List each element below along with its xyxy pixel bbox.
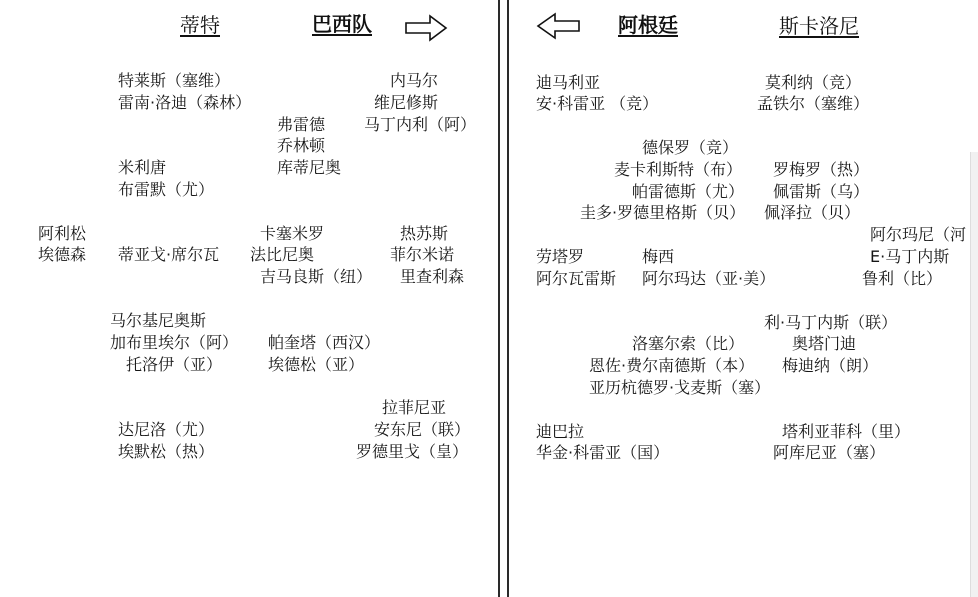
- player-name: 恩佐·费尔南德斯（本）: [589, 356, 755, 375]
- player-name: 维尼修斯: [374, 93, 439, 112]
- player-name: 内马尔: [390, 71, 439, 90]
- player-name: 里查利森: [400, 267, 465, 286]
- player-name: 埃德松（亚）: [268, 355, 365, 374]
- player-name: 菲尔米诺: [390, 245, 455, 264]
- player-name: 阿尔瓦雷斯: [536, 269, 617, 288]
- player-name: 罗德里戈（皇）: [356, 442, 469, 461]
- player-name: 阿库尼亚（塞）: [773, 443, 886, 462]
- center-divider-line-2: [507, 0, 509, 597]
- player-name: 弗雷德: [277, 115, 326, 134]
- brazil-team-name: 巴西队: [312, 12, 372, 36]
- player-name: 阿尔玛尼（河: [870, 225, 967, 244]
- arrow-left-icon: [535, 12, 581, 40]
- player-name: 劳塔罗: [536, 247, 585, 266]
- page-edge-strip: [970, 152, 978, 597]
- player-name: 蒂亚戈·席尔瓦: [118, 245, 220, 264]
- player-name: 圭多·罗德里格斯（贝）: [580, 203, 746, 222]
- player-name: 加布里埃尔（阿）: [110, 333, 239, 352]
- brazil-coach-name: 蒂特: [180, 13, 220, 37]
- player-name: 托洛伊（亚）: [126, 355, 223, 374]
- player-name: 拉菲尼亚: [382, 398, 447, 417]
- player-name: 法比尼奥: [250, 245, 315, 264]
- player-name: 莫利纳（竞）: [765, 73, 862, 92]
- player-name: 洛塞尔索（比）: [632, 334, 745, 353]
- player-name: 迪马利亚: [536, 73, 601, 92]
- player-name: 利·马丁内斯（联）: [764, 313, 898, 332]
- player-name: 马丁内利（阿）: [364, 115, 477, 134]
- player-name: E·马丁内斯: [870, 247, 950, 266]
- player-name: 佩泽拉（贝）: [764, 203, 861, 222]
- player-name: 鲁利（比）: [862, 269, 943, 288]
- player-name: 乔林顿: [277, 136, 326, 155]
- center-divider-line: [498, 0, 500, 597]
- player-name: 马尔基尼奥斯: [110, 311, 207, 330]
- player-name: 安东尼（联）: [374, 420, 471, 439]
- player-name: 华金·科雷亚（国）: [536, 443, 670, 462]
- player-name: 吉马良斯（纽）: [260, 267, 373, 286]
- player-name: 埃默松（热）: [118, 442, 215, 461]
- player-name: 安·科雷亚 （竞）: [536, 94, 659, 113]
- arrow-right-icon: [404, 14, 448, 42]
- player-name: 热苏斯: [400, 224, 449, 243]
- player-name: 罗梅罗（热）: [773, 160, 870, 179]
- player-name: 帕奎塔（西汉）: [268, 333, 381, 352]
- player-name: 奥塔门迪: [792, 334, 857, 353]
- player-name: 雷南·洛迪（森林）: [118, 93, 252, 112]
- argentina-team-name: 阿根廷: [618, 13, 678, 37]
- player-name: 塔利亚菲科（里）: [782, 422, 911, 441]
- player-name: 佩雷斯（乌）: [773, 182, 870, 201]
- player-name: 库蒂尼奥: [277, 158, 342, 177]
- player-name: 迪巴拉: [536, 422, 585, 441]
- player-name: 阿利松: [38, 224, 87, 243]
- player-name: 特莱斯（塞维）: [118, 71, 231, 90]
- player-name: 阿尔玛达（亚·美）: [642, 269, 776, 288]
- player-name: 达尼洛（尤）: [118, 420, 215, 439]
- player-name: 梅西: [642, 247, 675, 266]
- argentina-coach-name: 斯卡洛尼: [779, 14, 859, 38]
- player-name: 卡塞米罗: [260, 224, 325, 243]
- player-name: 德保罗（竞）: [642, 138, 739, 157]
- player-name: 帕雷德斯（尤）: [632, 182, 745, 201]
- player-name: 布雷默（尤）: [118, 180, 215, 199]
- player-name: 麦卡利斯特（布）: [614, 160, 743, 179]
- player-name: 亚历杭德罗·戈麦斯（塞）: [589, 378, 771, 397]
- player-name: 梅迪纳（朗）: [782, 356, 879, 375]
- player-name: 孟铁尔（塞维）: [757, 94, 870, 113]
- player-name: 埃德森: [38, 245, 87, 264]
- player-name: 米利唐: [118, 158, 167, 177]
